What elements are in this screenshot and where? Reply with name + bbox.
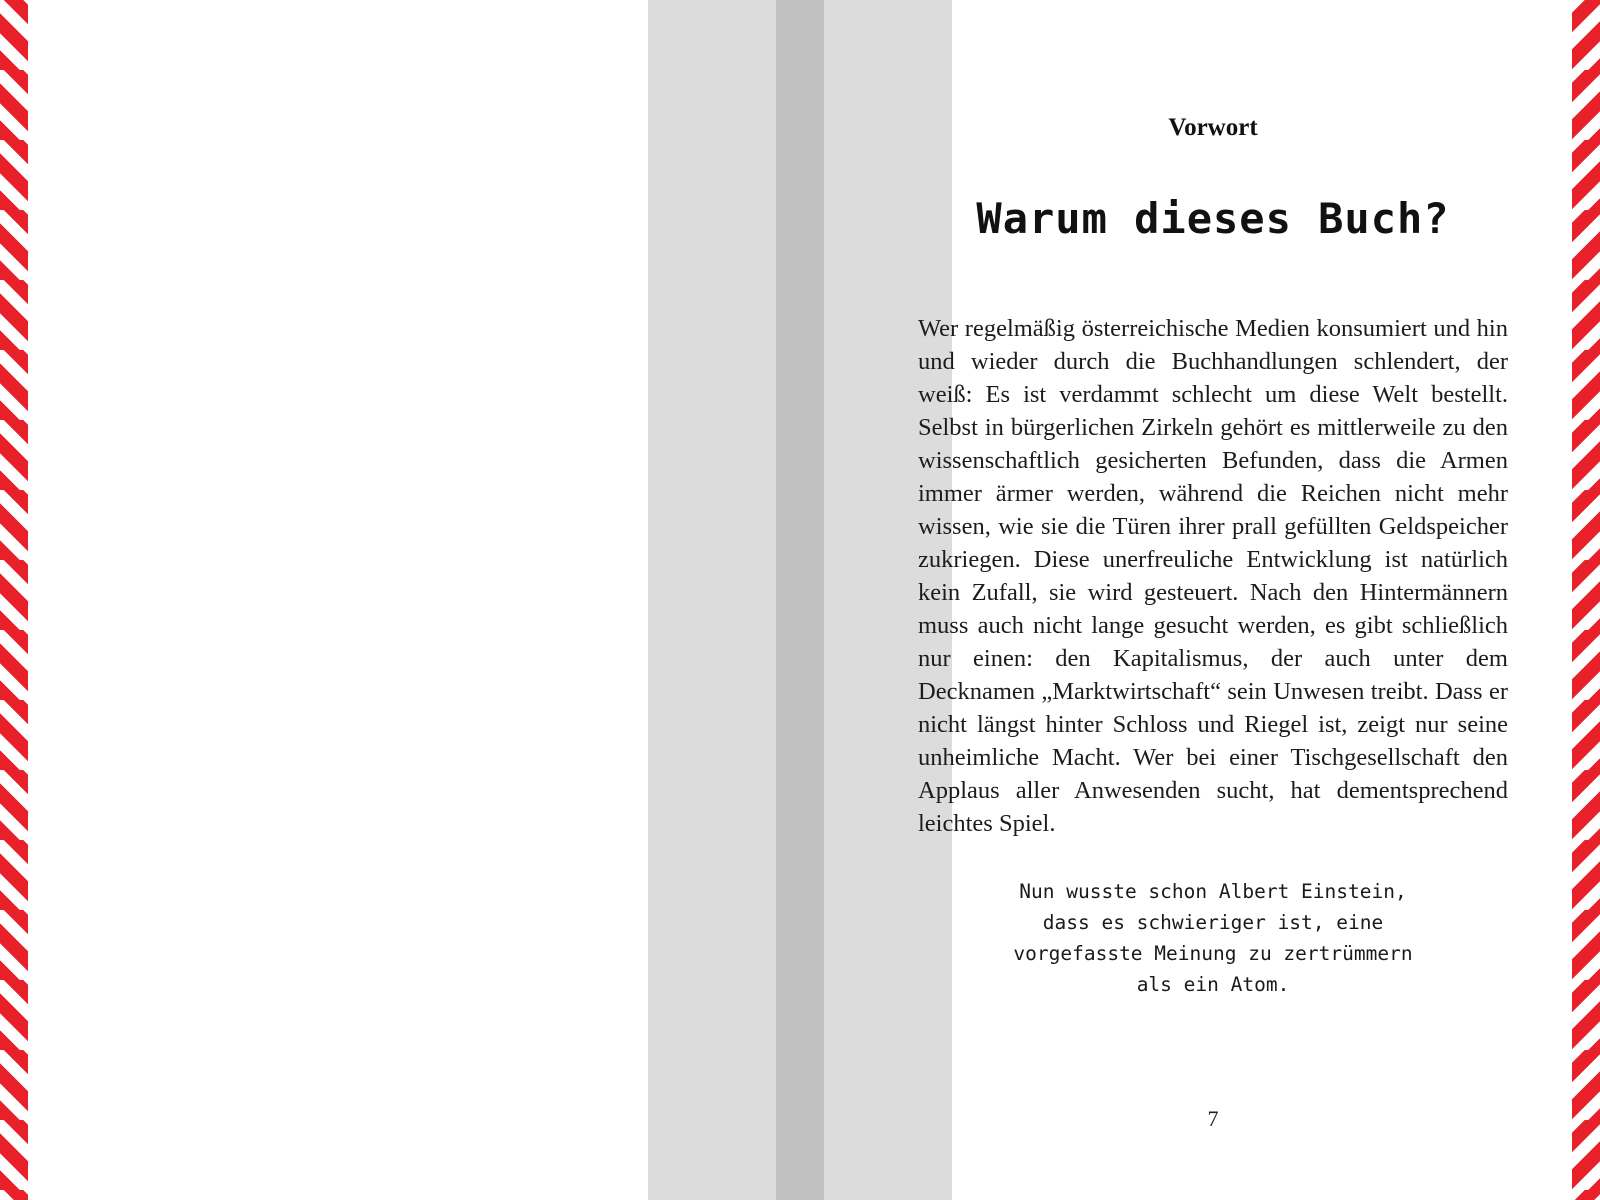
page-number: 7 (1207, 1106, 1219, 1131)
quote-line: dass es schwieriger ist, eine (1042, 911, 1384, 934)
quote-line: vorgefasste Meinung zu zertrümmern (1013, 942, 1413, 965)
quote-line: als ein Atom. (1136, 973, 1290, 996)
body-paragraph: Wer regelmäßig österreichische Medien konsumiert und hin und wieder durch die Buchhandlungen schlendert, der weiß: Es ist verdammt schlecht um diese Welt bestellt. Selbst in bürgerlichen Zirkeln gehört es mittlerweile zu den wissenschaftlich gesicherten Befunden, dass die Armen immer ärmer werden, während die Reichen nicht mehr wissen, wie sie die Türen ihrer prall gefüllten Geldspeicher zukriegen. Diese unerfreuliche Entwicklung ist natürlich kein Zufall, sie wird gesteuert. Nach den Hintermännern muss auch nicht lange gesucht werden, es gibt schließlich nur einen: den Kapitalismus, der auch unter dem Decknamen „Marktwirtschaft“ sein Unwesen treibt. Dass er nicht längst hinter Schloss und Riegel ist, zeigt nur seine unheimliche Macht. Wer bei einer Tischgesellschaft den Applaus aller Anwesenden sucht, hat dementsprechend leichtes Spiel. (918, 315, 1508, 837)
left-striped-border (0, 0, 28, 1200)
section-label: Vorwort (1168, 114, 1258, 141)
right-striped-border (1572, 0, 1600, 1200)
book-spine-shadow (776, 0, 824, 1200)
right-page (918, 0, 1508, 1200)
quote-line: Nun wusste schon Albert Einstein, (1019, 880, 1407, 903)
quote-block (918, 876, 1508, 1000)
chapter-title: Warum dieses Buch? (976, 194, 1450, 243)
